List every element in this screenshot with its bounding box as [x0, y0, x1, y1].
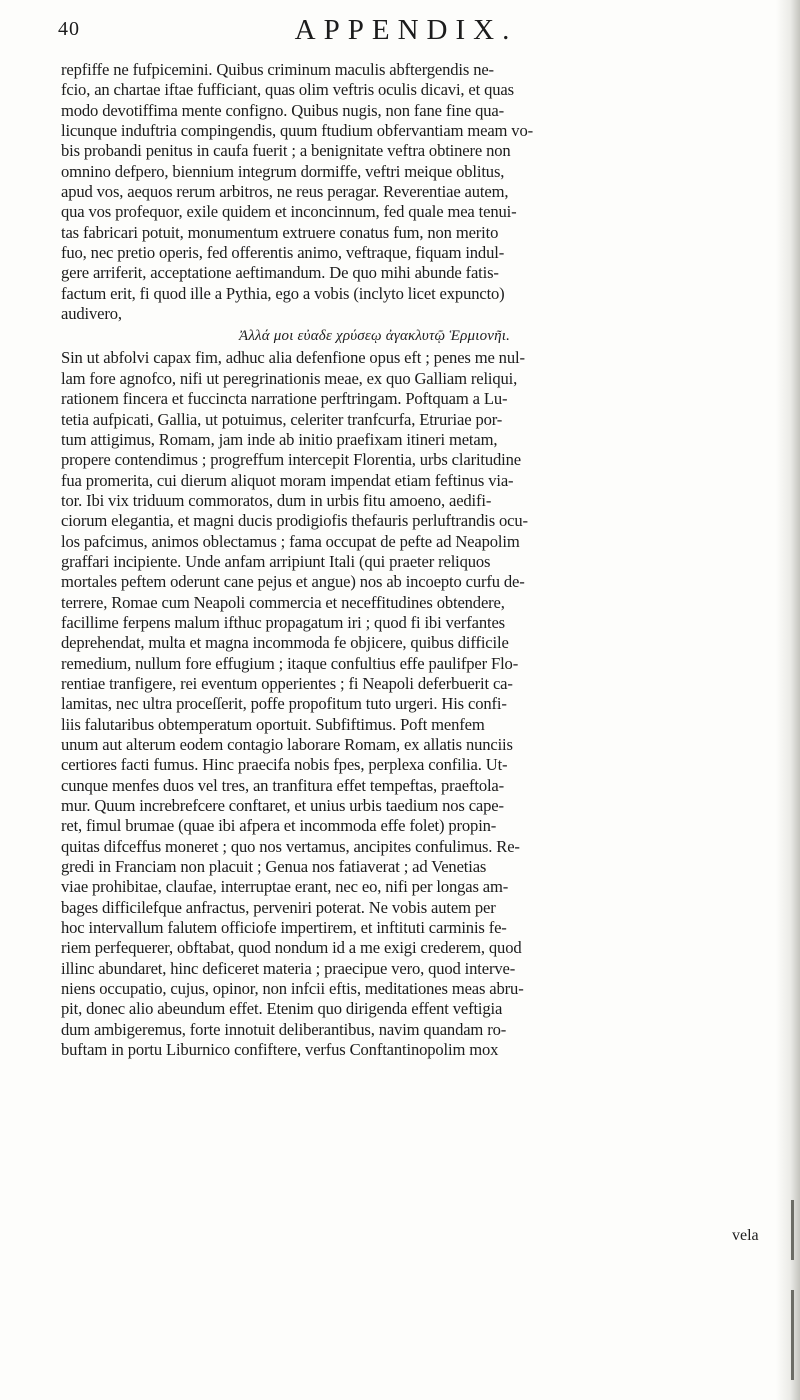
text-line: Sin ut abfolvi capax fim, adhuc alia defenfione opus eft ; penes me nul-: [61, 348, 525, 368]
text-line: bis probandi penitus in caufa fuerit ; a benignitate veftra obtinere non: [61, 141, 511, 161]
text-line: gere arriferit, acceptatione aeftimandum. De quo mihi abunde fatis-: [61, 263, 499, 283]
catchword: vela: [732, 1227, 759, 1244]
text-line: licunque induftria compingendis, quum ftudium obfervantiam meam vo-: [61, 121, 533, 141]
page-edge-mark: [791, 1200, 794, 1260]
text-line: quitas difceffus moneret ; quo nos vertamus, ancipites confulimus. Re-: [61, 836, 520, 856]
text-line: lamitas, nec ultra proceſſerit, poffe propofitum tuto urgeri. His confi-: [61, 694, 507, 714]
running-head: APPENDIX.: [294, 14, 518, 46]
page-edge-mark: [791, 1290, 794, 1380]
greek-quotation: Ἀλλά μοι εὐαδε χρύσεῳ ἀγακλυτῷ Ἑρμιονῆι.: [239, 328, 511, 345]
text-line: remedium, nullum fore effugium ; itaque confultius effe paulifper Flo-: [61, 653, 519, 673]
text-line: fua promerita, cui dierum aliquot moram impendat etiam feftinus via-: [61, 470, 514, 490]
text-line: qua vos profequor, exile quidem et inconcinnum, fed quale mea tenui-: [61, 202, 517, 222]
text-line: bages difficilefque anfractus, perveniri poterat. Ne vobis autem per: [61, 897, 496, 917]
text-line: apud vos, aequos rerum arbitros, ne reus peragar. Reverentiae autem,: [61, 182, 509, 202]
paragraph-2: [61, 348, 767, 1060]
text-line: tor. Ibi vix triduum commoratos, dum in urbis fitu amoeno, aedifi-: [61, 490, 492, 510]
text-line: audivero,: [61, 304, 122, 324]
body-text: [61, 60, 767, 1061]
text-line: illinc abundaret, hinc deficeret materia ; praecipue vero, quod interve-: [61, 958, 516, 978]
text-line: niens occupatio, cujus, opinor, non infcii eftis, meditationes meas abru-: [61, 979, 524, 999]
text-line: rationem fincera et fuccincta narratione perftringam. Poftquam a Lu-: [61, 389, 508, 409]
text-line: dum ambigeremus, forte innotuit deliberantibus, navim quandam ro-: [61, 1019, 507, 1039]
text-line: tum attigimus, Romam, jam inde ab initio praefixam itineri metam,: [61, 429, 498, 449]
text-line: tas fabricari potuit, monumentum extruere conatus fum, non merito: [61, 222, 499, 242]
paragraph-1: [61, 60, 767, 324]
text-line: mur. Quum increbrefcere conftaret, et unius urbis taedium nos cape-: [61, 796, 504, 816]
text-line: mortales peftem oderunt cane pejus et angue) nos ab incoepto curfu de-: [61, 572, 525, 592]
text-line: terrere, Romae cum Neapoli commercia et neceffitudines obtendere,: [61, 592, 505, 612]
page-header: [46, 14, 766, 54]
text-line: unum aut alterum eodem contagio laborare Romam, ex allatis nunciis: [61, 735, 513, 754]
text-line: deprehendat, multa et magna incommoda fe objicere, quibus difficile: [61, 633, 509, 653]
text-line: rentiae tranfigere, rei eventum opperientes ; fi Neapoli deferbuerit ca-: [61, 673, 513, 693]
text-line: hoc intervallum falutem officiofe impertirem, et inftituti carminis fe-: [61, 918, 507, 938]
text-line: propere contendimus ; progreffum intercepit Florentia, urbs claritudine: [61, 450, 521, 470]
text-line: lam fore agnofco, nifi ut peregrinationis meae, ex quo Galliam reliqui,: [61, 368, 518, 388]
text-line: riem perfequerer, obftabat, quod nondum id a me exigi crederem, quod: [61, 938, 522, 958]
text-line: liis falutaribus obtemperatum oportuit. Subfiftimus. Poft menfem: [61, 714, 485, 734]
text-line: ciorum elegantia, et magni ducis prodigiofis thefauris perluftrandis ocu-: [61, 511, 528, 531]
text-line: certiores facti fumus. Hinc praecifa nobis fpes, perplexa confilia. Ut-: [61, 755, 508, 775]
text-line: viae prohibitae, claufae, interruptae erant, nec eo, nifi per longas am-: [61, 877, 509, 897]
text-line: gredi in Franciam non placuit ; Genua nos fatiaverat ; ad Venetias: [61, 857, 487, 877]
text-line: tetia aufpicati, Gallia, ut potuimus, celeriter tranfcurfa, Etruriae por-: [61, 409, 503, 429]
text-line: fuo, nec pretio operis, fed offerentis animo, veftraque, fiquam indul-: [61, 243, 505, 263]
page-number: 40: [58, 18, 80, 40]
text-line: facillime ferpens malum ifthuc propagatum iri ; quod fi ibi verfantes: [61, 612, 505, 632]
text-line: graffari incipiente. Unde anfam arripiunt Itali (qui praeter reliquos: [61, 551, 491, 571]
text-line: modo devotiffima mente configno. Quibus nugis, non fane fine qua-: [61, 100, 504, 120]
text-line: pit, donec alio abeundum effet. Etenim quo dirigenda effent veftigia: [61, 999, 503, 1019]
page-edge-shadow: [776, 0, 800, 1400]
text-line: ret, fimul brumae (quae ibi afpera et incommoda effe folet) propin-: [61, 816, 497, 836]
text-line: los pafcimus, animos oblectamus ; fama occupat de pefte ad Neapolim: [61, 531, 520, 551]
text-line: omnino defpero, biennium integrum dormiffe, veftri meique oblitus,: [61, 161, 505, 181]
text-line: cunque menfes duos vel tres, an tranfitura effet tempeftas, praeftola-: [61, 775, 505, 795]
text-line: fcio, an chartae iftae fufficiant, quas olim veftris oculis dicavi, et quas: [61, 80, 514, 100]
text-line: factum erit, fi quod ille a Pythia, ego a vobis (inclyto licet expuncto): [61, 283, 505, 303]
text-line: buftam in portu Liburnico confiftere, verfus Conftantinopolim mox: [61, 1040, 499, 1060]
text-line: repfiffe ne fufpicemini. Quibus criminum maculis abftergendis ne-: [61, 60, 494, 79]
